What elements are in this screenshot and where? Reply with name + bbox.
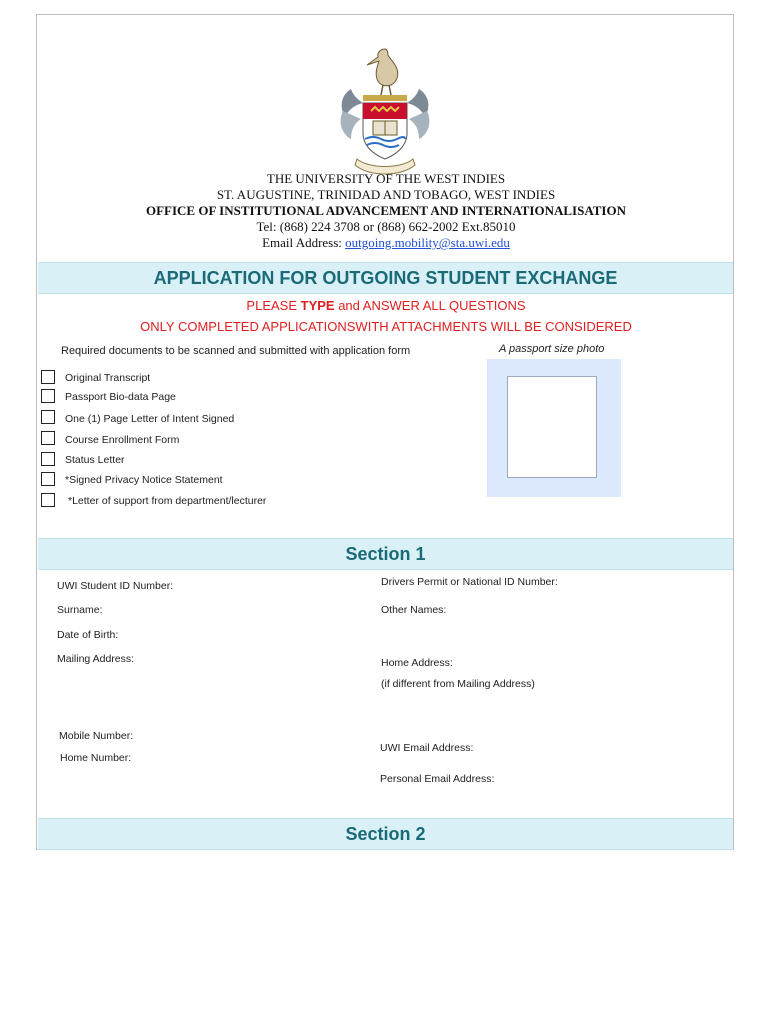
- checkbox-letter-of-support[interactable]: [41, 493, 55, 507]
- doc-label: *Letter of support from department/lecturer: [68, 495, 267, 507]
- home-address-note: (if different from Mailing Address): [381, 678, 535, 690]
- surname-label: Surname:: [57, 604, 103, 616]
- checkbox-passport-bio-data[interactable]: [41, 389, 55, 403]
- instruction-prefix: PLEASE: [246, 298, 301, 313]
- required-documents-label: Required documents to be scanned and submitted with application form: [61, 345, 411, 357]
- telephone-line: Tel: (868) 224 3708 or (868) 662-2002 Ext.85010: [256, 219, 516, 234]
- email-link[interactable]: outgoing.mobility@sta.uwi.edu: [345, 235, 510, 250]
- checkbox-course-enrollment[interactable]: [41, 431, 55, 445]
- drivers-permit-label: Drivers Permit or National ID Number:: [381, 576, 558, 588]
- form-title-banner: [38, 262, 733, 294]
- instruction-line-1: [37, 298, 735, 313]
- doc-label: Status Letter: [65, 454, 125, 466]
- uwi-email-label: UWI Email Address:: [380, 742, 474, 754]
- email-label: Email Address:: [262, 235, 342, 250]
- home-number-label: Home Number:: [60, 752, 132, 764]
- university-name: THE UNIVERSITY OF THE WEST INDIES: [266, 171, 506, 186]
- section-2-title: Section 2: [345, 824, 426, 844]
- doc-label: *Signed Privacy Notice Statement: [65, 474, 223, 486]
- university-crest-logo: [333, 45, 437, 181]
- form-title: APPLICATION FOR OUTGOING STUDENT EXCHANGE: [153, 268, 618, 288]
- passport-photo-box[interactable]: [507, 376, 597, 478]
- checkbox-original-transcript[interactable]: [41, 370, 55, 384]
- instruction-line-2: ONLY COMPLETED APPLICATIONSWITH ATTACHMENTS WILL BE CONSIDERED: [140, 319, 632, 334]
- doc-label: Original Transcript: [65, 372, 151, 384]
- other-names-label: Other Names:: [381, 604, 447, 616]
- mobile-number-label: Mobile Number:: [59, 730, 134, 742]
- passport-photo-frame: [487, 359, 621, 497]
- mailing-address-label: Mailing Address:: [57, 653, 135, 665]
- section-1-title: Section 1: [345, 544, 426, 564]
- instruction-bold: TYPE: [300, 298, 335, 313]
- doc-label: Passport Bio-data Page: [65, 391, 176, 403]
- checkbox-privacy-notice[interactable]: [41, 472, 55, 486]
- campus-location: ST. AUGUSTINE, TRINIDAD AND TOBAGO, WEST INDIES: [216, 187, 556, 202]
- doc-label: Course Enrollment Form: [65, 434, 180, 446]
- checkbox-status-letter[interactable]: [41, 452, 55, 466]
- application-form-page: [36, 14, 734, 850]
- office-name: OFFICE OF INSTITUTIONAL ADVANCEMENT AND INTERNATIONALISATION: [145, 203, 626, 218]
- checkbox-letter-of-intent[interactable]: [41, 410, 55, 424]
- instruction-suffix: and ANSWER ALL QUESTIONS: [334, 298, 526, 313]
- date-of-birth-label: Date of Birth:: [57, 629, 119, 641]
- personal-email-label: Personal Email Address:: [380, 773, 495, 785]
- section-1-banner: [38, 538, 733, 570]
- section-2-banner: [38, 818, 733, 850]
- uwi-student-id-label: UWI Student ID Number:: [57, 580, 174, 592]
- email-line: [37, 235, 735, 251]
- passport-photo-label: A passport size photo: [499, 343, 605, 355]
- doc-label: One (1) Page Letter of Intent Signed: [65, 413, 235, 425]
- home-address-label: Home Address:: [381, 657, 453, 669]
